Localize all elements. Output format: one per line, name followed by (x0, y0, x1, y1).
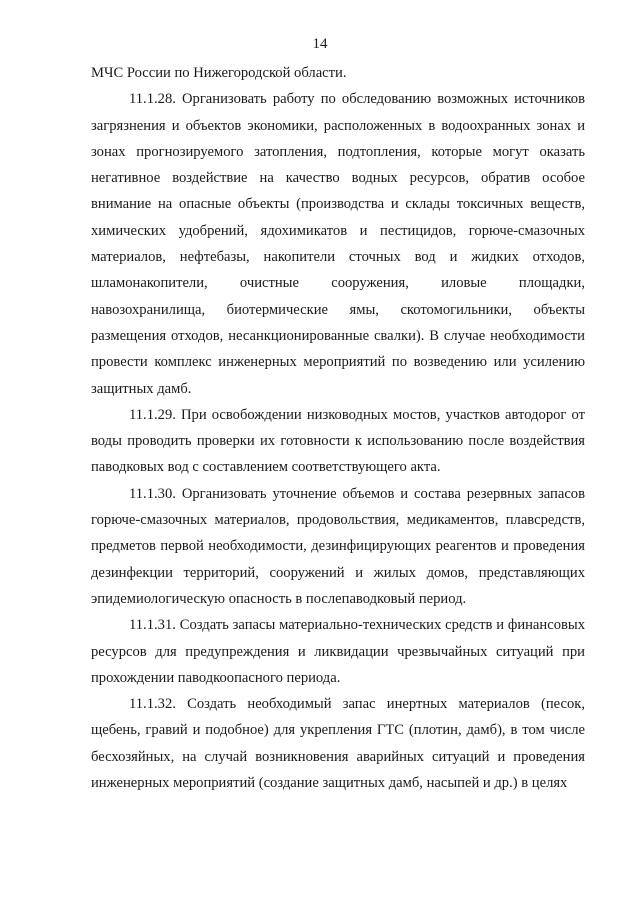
paragraph-continuation: МЧС России по Нижегородской области. (91, 65, 347, 81)
paragraph-11-1-31: 11.1.31. Создать запасы материально-технических средств и финансовых ресурсов для предупреждения и ликвидации чрезвычайных ситуаций при прохождении паводкоопасного периода. (91, 617, 585, 686)
paragraph-11-1-32: 11.1.32. Создать необходимый запас инертных материалов (песок, щебень, гравий и подобное) для укрепления ГТС (плотин, дамб), в том числе бесхозяйных, на случай возникновения аварийных ситуаций и проведения инженерных мероприятий (создание защитных дамб, насыпей и др.) в целях (91, 696, 585, 792)
paragraph-11-1-30: 11.1.30. Организовать уточнение объемов и состава резервных запасов горюче-смазочных материалов, продовольствия, медикаментов, плавсредств, предметов первой необходимости, дезинфицирующих реагентов и проведения дезинфекции территорий, сооружений и жилых домов, представляющих эпидемиологическую опасность в послепаводковый период. (91, 485, 585, 607)
paragraph-11-1-28: 11.1.28. Организовать работу по обследованию возможных источников загрязнения и объектов экономики, расположенных в водоохранных зонах и зонах прогнозируемого затопления, подтопления, которые могут оказать негативное воздействие на качество водных ресурсов, обратив особое внимание на опасные объекты (производства и склады токсичных веществ, химических удобрений, ядохимикатов и пестицидов, горюче-смазочных материалов, нефтебазы, накопители сточных вод и жидких отходов, шламонакопители, очистные сооружения, иловые площадки, навозохранилища, биотермические ямы, скотомогильники, объекты размещения отходов, несанкционированные свалки). В случае необходимости провести комплекс инженерных мероприятий по возведению или усилению защитных дамб. (91, 91, 585, 397)
page-body (91, 60, 585, 796)
paragraph-11-1-29: 11.1.29. При освобождении низководных мостов, участков автодорог от воды проводить проверки их готовности к использованию после воздействия паводковых вод с составлением соответствующего акта. (91, 406, 585, 476)
page-number: 14 (312, 36, 328, 52)
